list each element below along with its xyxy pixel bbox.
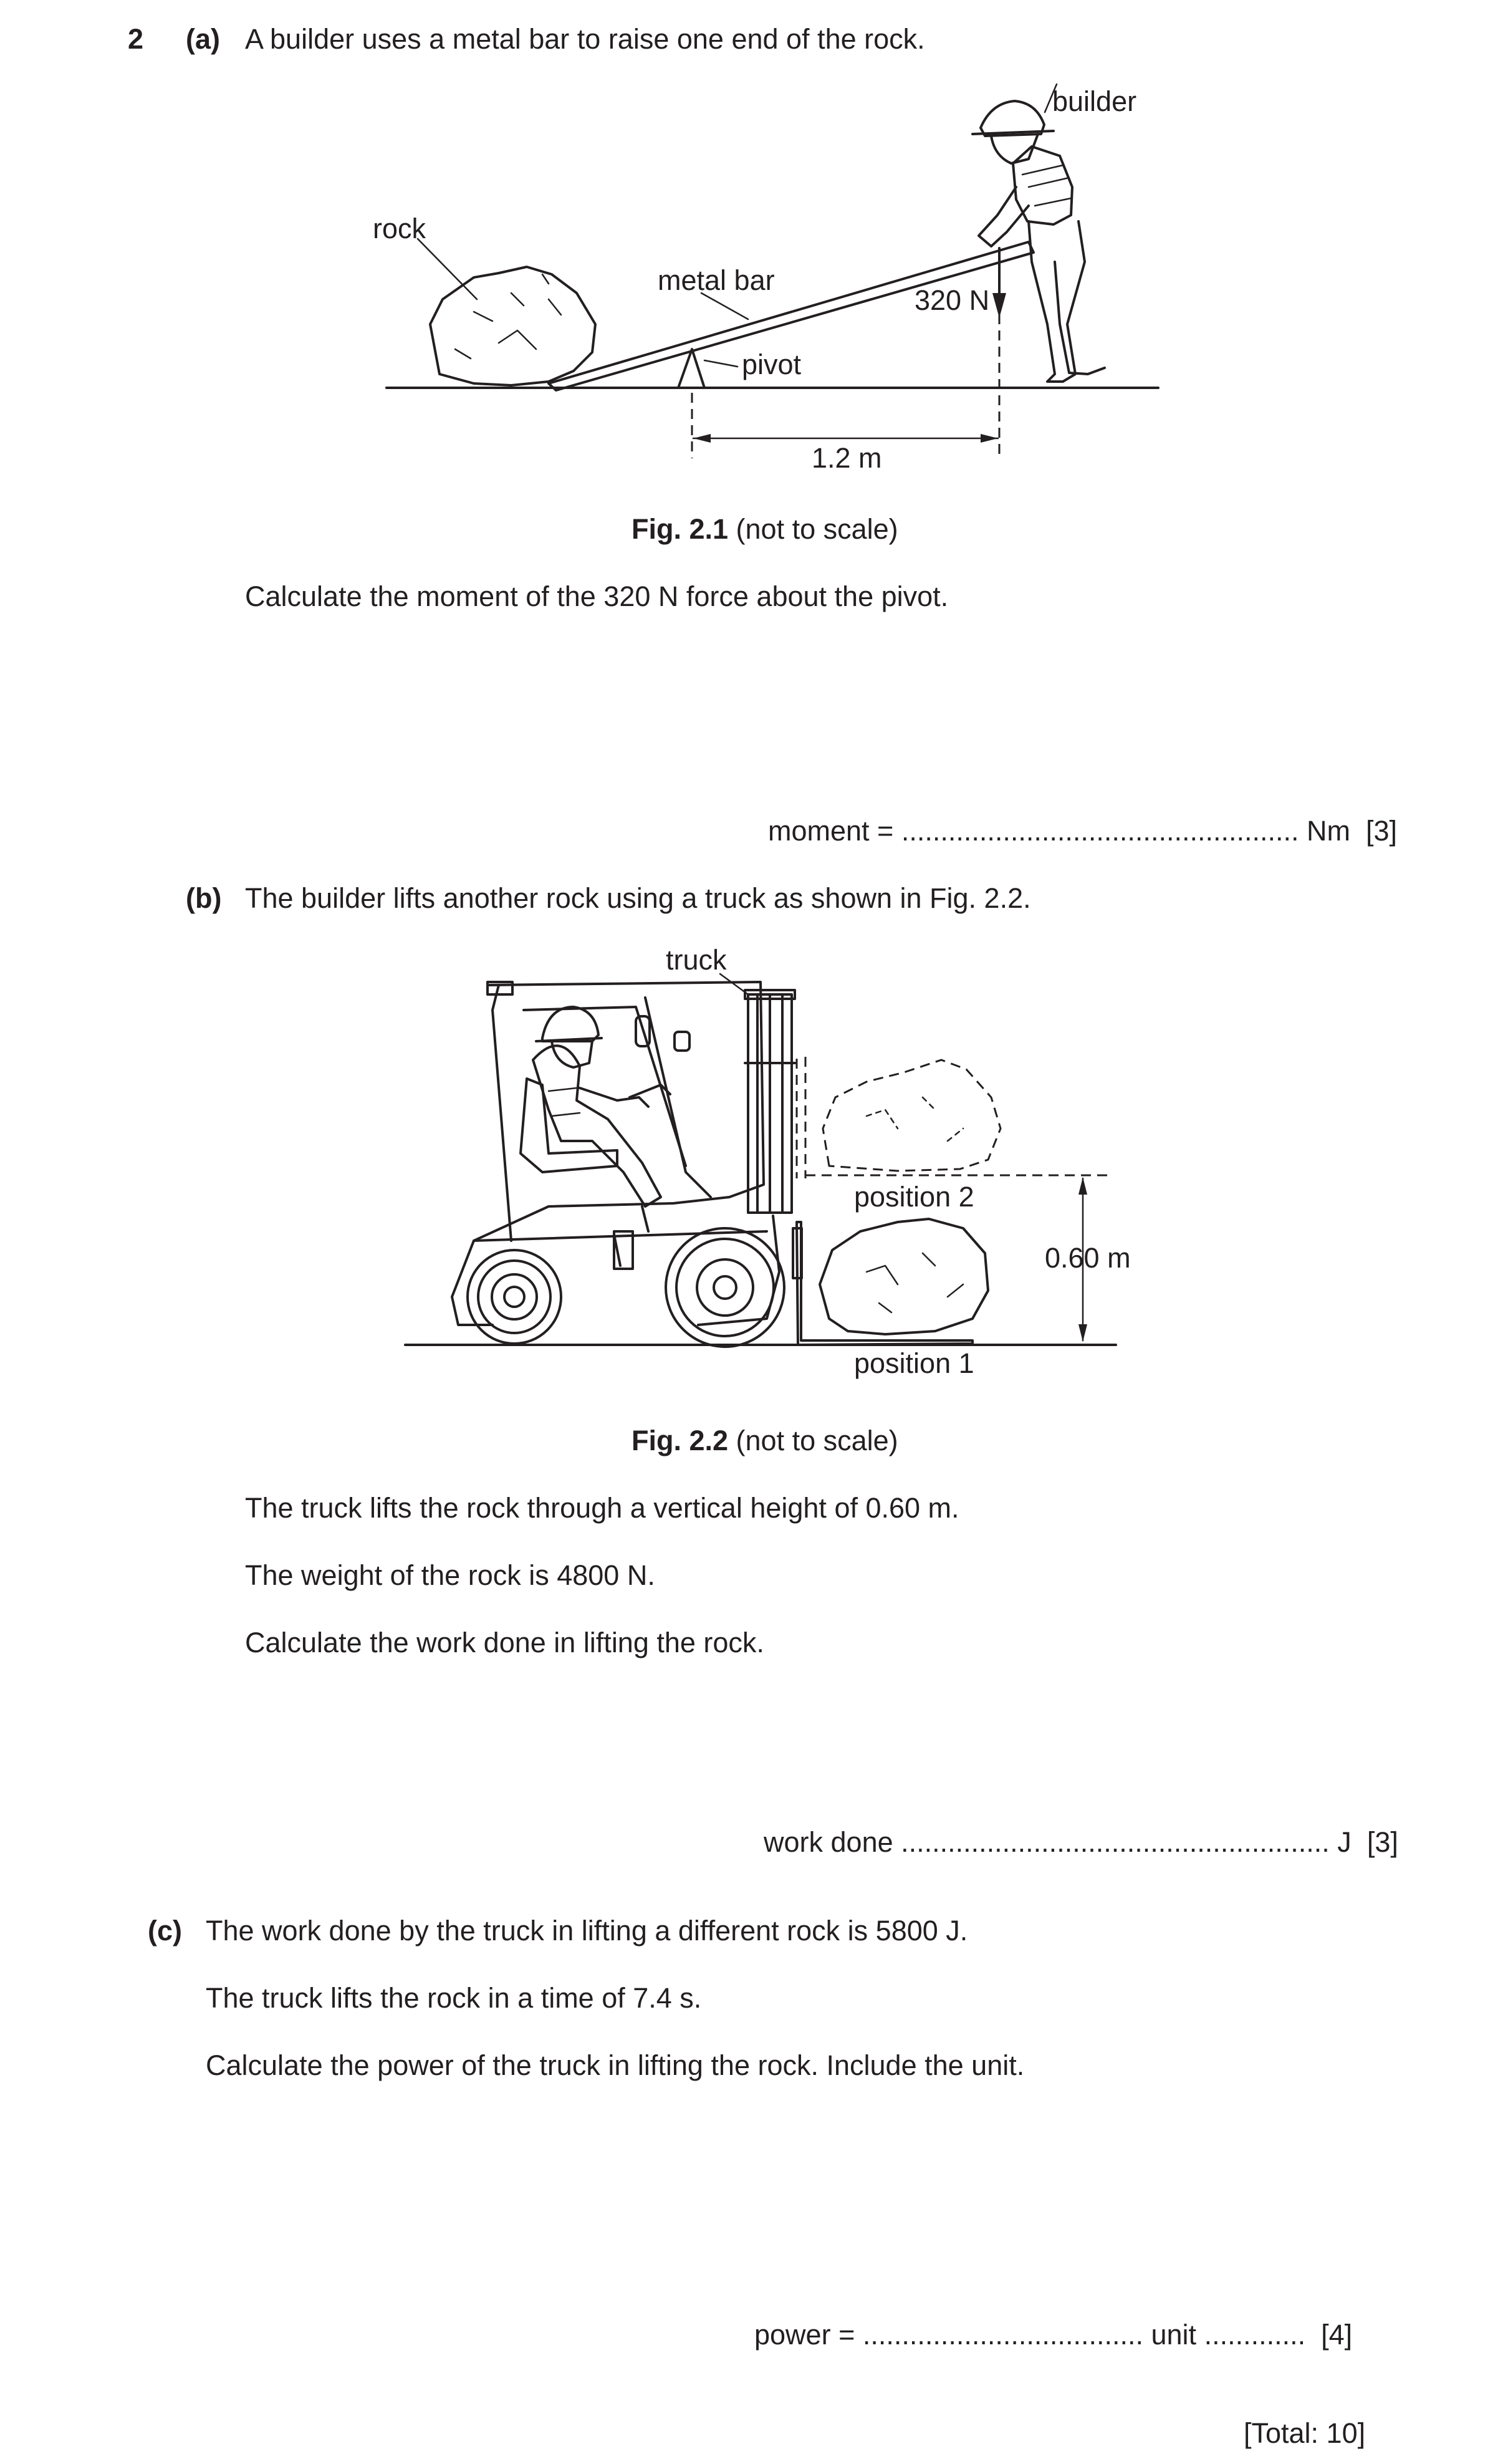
caption-bold: Fig. 2.2 bbox=[632, 1425, 729, 1456]
part-c-instruction: Calculate the power of the truck in lifting the rock. Include the unit. bbox=[206, 2049, 1025, 2081]
moment-answer-field[interactable]: ................................................... bbox=[901, 815, 1299, 847]
part-b-instruction: Calculate the work done in lifting the rock. bbox=[245, 1627, 764, 1658]
metal-bar-label: metal bar bbox=[658, 264, 775, 296]
height-label: 0.60 m bbox=[1045, 1242, 1131, 1274]
part-c-label: (c) bbox=[148, 1915, 182, 1947]
moment-marks: [3] bbox=[1366, 815, 1398, 847]
part-c-line-2: The truck lifts the rock in a time of 7.4 s. bbox=[206, 1982, 702, 2014]
work-done-answer-field[interactable]: ....................................................... bbox=[901, 1826, 1330, 1858]
part-b-line-2: The weight of the rock is 4800 N. bbox=[245, 1559, 655, 1591]
position-2-label: position 2 bbox=[854, 1181, 974, 1213]
power-answer-field[interactable]: .................................... bbox=[862, 2319, 1143, 2351]
part-b-text: The builder lifts another rock using a truck as shown in Fig. 2.2. bbox=[245, 882, 1031, 914]
figure-2-2-caption bbox=[632, 1427, 898, 1455]
work-done-unit: J bbox=[1337, 1826, 1352, 1858]
unit-answer-field[interactable]: ............. bbox=[1204, 2319, 1306, 2351]
work-done-answer-line bbox=[764, 1828, 1398, 1856]
caption-rest: (not to scale) bbox=[728, 1425, 898, 1456]
work-done-marks: [3] bbox=[1366, 1826, 1398, 1858]
rock-position-1 bbox=[820, 1219, 988, 1334]
moment-label: moment = bbox=[768, 815, 894, 847]
distance-label: 1.2 m bbox=[812, 442, 882, 474]
part-a-instruction: Calculate the moment of the 320 N force about the pivot. bbox=[245, 580, 949, 612]
part-a-text: A builder uses a metal bar to raise one end of the rock. bbox=[245, 23, 925, 55]
work-done-label: work done bbox=[764, 1826, 893, 1858]
caption-rest: (not to scale) bbox=[728, 513, 898, 545]
unit-label: unit bbox=[1151, 2319, 1197, 2351]
part-b-line-1: The truck lifts the rock through a vertical height of 0.60 m. bbox=[245, 1492, 959, 1524]
part-c-line-1: The work done by the truck in lifting a different rock is 5800 J. bbox=[206, 1915, 968, 1947]
total-marks: [Total: 10] bbox=[1244, 2417, 1366, 2449]
force-label: 320 N bbox=[915, 284, 990, 316]
power-marks: [4] bbox=[1321, 2319, 1353, 2351]
builder-label: builder bbox=[1052, 85, 1137, 117]
truck-drawing bbox=[452, 982, 1110, 1347]
rock-position-2 bbox=[823, 1060, 1001, 1171]
part-b-label: (b) bbox=[186, 882, 222, 914]
rock-label: rock bbox=[373, 213, 426, 244]
moment-unit: Nm bbox=[1307, 815, 1350, 847]
caption-bold: Fig. 2.1 bbox=[632, 513, 729, 545]
power-label: power = bbox=[754, 2319, 855, 2351]
part-a-label: (a) bbox=[186, 23, 220, 55]
truck-label: truck bbox=[666, 944, 727, 976]
pivot-label: pivot bbox=[742, 349, 802, 380]
position-1-label: position 1 bbox=[854, 1347, 974, 1379]
power-answer-line bbox=[754, 2321, 1352, 2349]
question-number: 2 bbox=[128, 23, 144, 55]
